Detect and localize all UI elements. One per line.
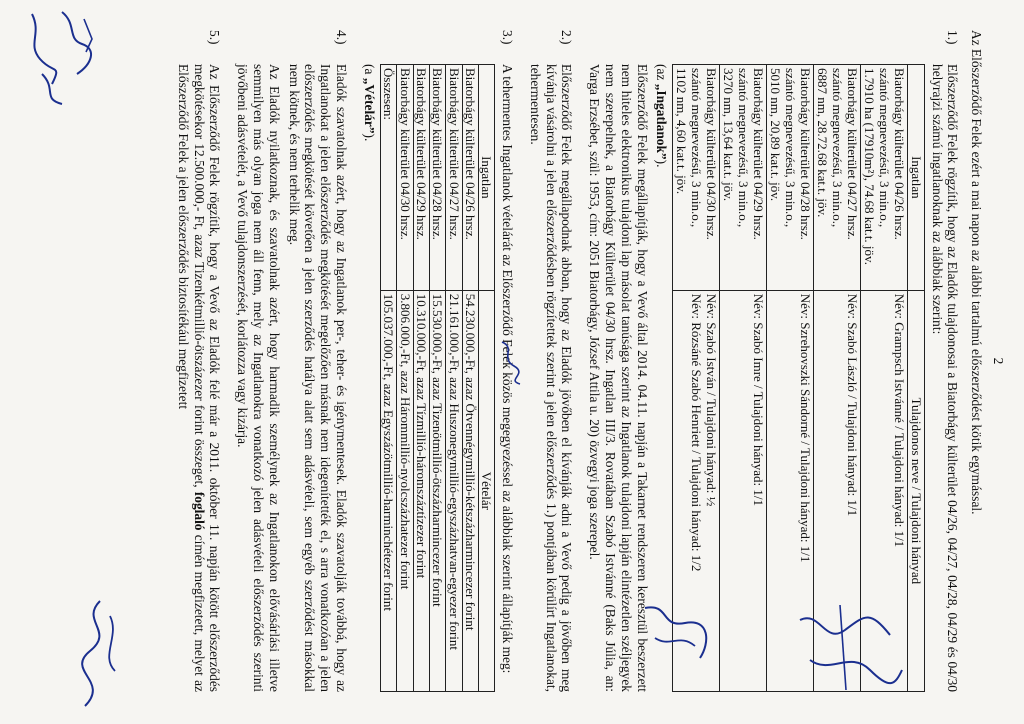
total-label: Összesen:: [380, 65, 396, 291]
table-row: [720, 65, 767, 692]
owner-line: Név: Szabó Imre / Tulajdoni hányad: 1/1: [751, 293, 767, 507]
section-5-text-part: címén megfizetett, melyet az Előszerződő Felek a jelen előszerződés biztosítékául megfizetett: [175, 64, 207, 693]
property-line: szántó megnevezésű, 3 min.o.,: [830, 68, 846, 228]
section-1: [582, 30, 960, 692]
property-line: szántó megnevezésű, 3 min.o.,: [877, 68, 893, 228]
property-line: Biatorbágy külterület 04/26 hrsz.: [892, 68, 908, 240]
price-cell: 3.806.000,-Ft, azaz Hárommillió-nyolcszázhatezer forint: [397, 290, 413, 691]
table-header: Tulajdonos neve / Tulajdoni hányad: [908, 290, 924, 691]
term-suffix: ).: [654, 159, 670, 168]
property-line: Biatorbágy külterület 04/28 hrsz.: [798, 68, 814, 240]
owner-cell: [720, 290, 767, 691]
table-header: Ingatlan: [908, 65, 924, 291]
section-4: [230, 30, 349, 692]
property-cell: Biatorbágy külterület 04/30 hrsz.: [397, 65, 413, 291]
section-1-text: Előszerződő Felek rögzítik, hogy az Eladók tulajdonosai a Biatorbágy külterület 04/26, 04/27, 04/28, 04/29 és 04/30 helyrajzi számú ingatlanoknak az alábbiak szerint:: [929, 64, 961, 692]
property-line: szántó megnevezésű, 3 min.o.,: [736, 68, 752, 228]
price-cell: 15.530.000,-Ft, azaz Tizenötmillió-ötszázharmincezer forint: [429, 290, 445, 691]
signature-right-1: [640, 598, 720, 673]
section-5-text-part: Az Előszerződő Felek rögzítik, hogy a Vevő az Eladók felé már a 2011. október 11. napján kötött előszerződés megkötésekor 12.500.000,- Ft, azaz Tizenkétmillió-ötszázezer forint összeget,: [191, 64, 223, 692]
owner-line: Név: Szabó László / Tulajdoni hányad: 1/1: [845, 293, 861, 517]
property-cell: Biatorbágy külterület 04/29 hrsz.: [413, 65, 429, 291]
property-cell: [673, 65, 720, 291]
total-row: [380, 65, 396, 692]
property-cell: [720, 65, 767, 291]
total-price: 105.037.000,-Ft, azaz Egyszázötmillió-harminchétezer forint: [380, 290, 396, 691]
table-header: Ingatlan: [478, 65, 494, 291]
signature-top-left: [22, 4, 112, 119]
property-line: szántó megnevezésű, 3 min.o.,: [689, 68, 705, 228]
table-row: [397, 65, 413, 692]
property-cell: Biatorbágy külterület 04/26 hrsz.: [462, 65, 478, 291]
signature-center: [496, 338, 526, 393]
table-header-row: [478, 65, 494, 692]
defined-term: „Ingatlanok”: [654, 83, 670, 160]
section-number: 5.): [207, 30, 223, 45]
property-line: 1102 nm, 4,60 kat.t. jöv.: [673, 68, 689, 195]
owner-line: Név: Rózsáné Szabó Henriett / Tulajdoni hányad: 1/2: [689, 293, 705, 572]
section-5-text: [175, 64, 222, 692]
section-number: 1.): [945, 30, 961, 45]
property-cell: Biatorbágy külterület 04/27 hrsz.: [446, 65, 462, 291]
price-cell: 54.230.000,-Ft, azaz Ötvennégymillió-kétszázharmincezer forint: [462, 290, 478, 691]
section-2: [523, 30, 574, 692]
signature-bottom-left: [70, 596, 130, 721]
property-cell: Biatorbágy külterület 04/28 hrsz.: [429, 65, 445, 291]
property-line: 6887 nm, 28.72.68 kat.t. jöv.: [814, 68, 830, 218]
property-line: Biatorbágy külterület 04/30 hrsz.: [704, 68, 720, 240]
property-line: szántó megnevezésű, 3 min.o.,: [783, 68, 799, 228]
section-4-text: Eladók szavatolnak azért, hogy az Ingatlanok per-, teher- és igénymentesek. Eladók szavatolják továbbá, hogy az Ingatlanokat a jelen előszerződés megkötését megelőzően másnak nem idegenítették el, s arra vonatkozóan a jelen előszerződés megkötését követően a jelen szerződés hatálya alatt sem adásvételi, sem egyéb szerződést másokkal nem kötnek, és nem terhelik meg.: [286, 64, 350, 692]
table-row: [462, 65, 478, 692]
property-line: Biatorbágy külterület 04/29 hrsz.: [751, 68, 767, 240]
page-number: 2: [991, 357, 1006, 365]
section-3: [357, 30, 515, 692]
table-row: [814, 65, 861, 692]
table-row: [429, 65, 445, 692]
section-number: 3.): [500, 30, 515, 45]
property-line: 1.7910 ha (17910m²), 74.68 kat.t. jöv.: [861, 68, 877, 265]
intro-paragraph: Az Előszerződő Felek ezért a mai napon az alábbi tartalmú előszerződést kötik egymással.: [969, 30, 985, 515]
property-line: 3270 nm, 13,64 kat.t. jöv.: [720, 68, 736, 202]
section-number: 2.): [559, 30, 575, 45]
section-2-text: Előszerződő Felek megállapodnak abban, hogy az Eladók jövőben el kívánják adni a Vevő pedig a jövőben meg kívánja vásárolni a jelen előszerződésben rögzítettek szerint a jelen előszerződés 1.) pontjában körülírt Ingatlanokat, tehermentesen.: [527, 64, 575, 692]
table-row: [413, 65, 429, 692]
section-3-text: A tehermentes Ingatlanok vételárát az Előszerződő Felek közös megegyezéssel az alábbiak szerint állapítják meg:: [500, 64, 515, 674]
term-suffix: ).: [361, 133, 377, 142]
table-row: [767, 65, 814, 692]
section-5-bold-term: foglaló: [191, 491, 207, 531]
defined-term: „Vételár”: [361, 77, 377, 134]
section-5: [171, 30, 222, 692]
property-cell: [767, 65, 814, 291]
price-table: [380, 64, 495, 692]
property-line: Biatorbágy külterület 04/27 hrsz.: [845, 68, 861, 240]
owner-line: Név: Szabó István / Tulajdoni hányad: ½: [704, 293, 720, 507]
owner-line: Név: Grampsch Istvánné / Tulajdoni hányad: 1/1: [892, 293, 908, 548]
table-header-row: [908, 65, 924, 692]
owner-line: Név: Szrehovszki Sándorné / Tulajdoni hányad: 1/1: [798, 293, 814, 563]
term-prefix: (az: [654, 64, 670, 84]
property-cell: [814, 65, 861, 291]
price-cell: 21.161.000,-Ft, azaz Huszonegymillió-egyszázhatvan-egyezer forint: [446, 290, 462, 691]
term-prefix: (a: [361, 64, 377, 78]
defined-term-line: [361, 64, 377, 692]
property-cell: [861, 65, 908, 291]
price-cell: 10.310.000,-Ft, azaz Tízmillió-háromszáztízezer forint: [413, 290, 429, 691]
table-row: [446, 65, 462, 692]
table-header: Vételár: [478, 290, 494, 691]
section-4-text-2: Az Eladók nyilatkoznak, és szavatolnak azért, hogy harmadik személynek az Ingatlanokon elővásárlási illetve semmilyen más olyan joga nem áll fenn, mely az Ingatlanokra vonatkozó jelen adásvételi előszerződés szerinti jövőbeni adásvételét, a Vevő tulajdonszerzését, korlátozza vagy kizárja.: [235, 64, 282, 692]
section-1-note: Előszerződő Felek megállapítják, hogy a Vevő által 2014. 04.11. napján a Takarnet rendszeren keresztül beszerzett nem hiteles elektronikus tulajdoni lap másolat tanúsága szerint az Ingatlanok tulajdoni lapján elintézetlen széljegyek nem szerepelnek, a Biatorbágy Külterület 04/30 hrsz. Ingatlan III/3. Rovatában Szabó Istvánné (Baks Júlia, an: Varga Erzsébet, szül: 1953, cím: 2051 Biatorbágy, József Attila u. 20) özvegyi joga szerepel.: [587, 64, 650, 692]
section-number: 4.): [334, 30, 350, 45]
signature-right-2: [790, 600, 910, 705]
property-line: 5010 nm, 20,89 kat.t. jöv.: [767, 68, 783, 202]
table-row: [861, 65, 908, 692]
